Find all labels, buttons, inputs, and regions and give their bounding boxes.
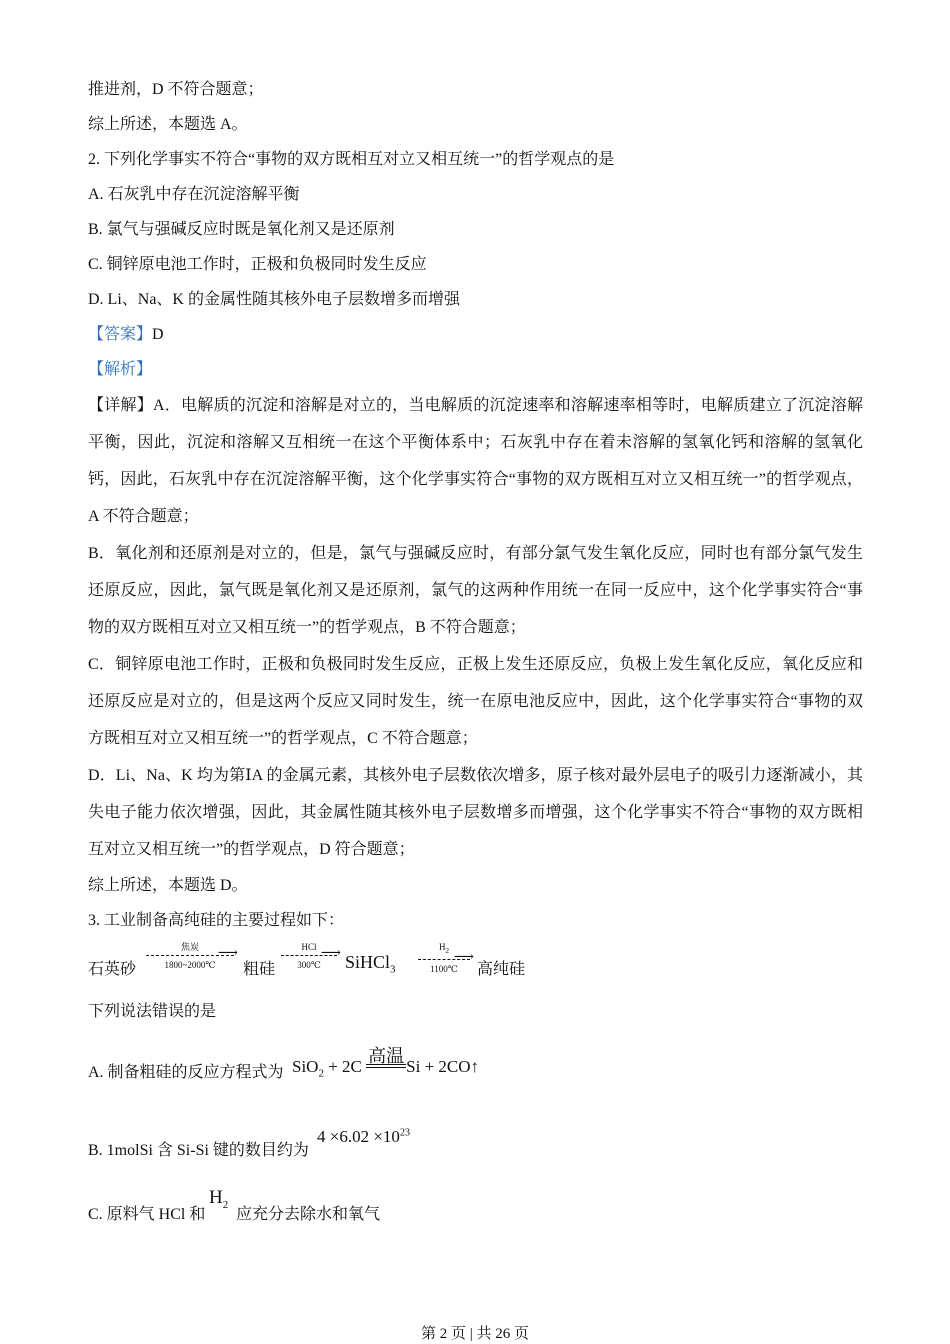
detail-tag: 【详解】: [88, 397, 153, 414]
reaction-condition: 高温: [368, 1046, 405, 1066]
detail-paragraph-d: D．Li、Na、K 均为第ⅠA 的金属元素，其核外电子层数依次增多，原子核对最外层电子的吸引力逐渐减小，其失电子能力依次增强，因此，其金属性随其核外电子层数增多而增强，这个化学事实不符合“事物的双方既相互对立又相互统一”的哲学观点，D 符合题意；: [88, 767, 863, 858]
detail-paragraph-a: [88, 387, 863, 535]
question-3-prompt: 下列说法错误的是: [88, 1003, 217, 1020]
question-3-option-a: [88, 1043, 863, 1085]
process-diagram: [88, 942, 863, 982]
question-3-option-c: [88, 1183, 863, 1223]
arrow-3-reagent: $H_2$: [439, 942, 449, 955]
arrow-3-condition: 1100℃: [430, 963, 458, 974]
question-2-option-b: B. 氯气与强碱反应时既是氧化剂又是还原剂: [88, 221, 395, 238]
arrow-2-reagent: HCl: [301, 942, 317, 952]
option-c-text-1: C. 原料气 HCl 和: [88, 1206, 206, 1223]
detail-paragraph-c: C．铜锌原电池工作时，正极和负极同时发生反应，正极上发生还原反应，负极上发生氧化反应，氧化反应和还原反应是对立的，但是这两个反应又同时发生，统一在原电池反应中，因此，这个化学事实符合“事物的双方既相互对立又相互统一”的哲学观点，C 不符合题意；: [88, 656, 863, 747]
process-arrow-2: [281, 942, 337, 971]
answer-tag: 【答案】: [88, 326, 153, 343]
detail-paragraph-b: B．氧化剂和还原剂是对立的，但是，氯气与强碱反应时，有部分氯气发生氧化反应，同时也有部分氯气发生还原反应，因此，氯气既是氧化剂又是还原剂，氯气的这两种作用统一在同一反应中，这个化学事实符合“事物的双方既相互对立又相互统一”的哲学观点，B 不符合题意；: [88, 545, 863, 636]
question-2-option-c: C. 铜锌原电池工作时，正极和负极同时发生反应: [88, 256, 427, 273]
answer-value: D: [152, 326, 164, 343]
text-line: 综上所述，本题选 A。: [88, 116, 248, 133]
process-step-quartz-sand: 石英砂: [88, 961, 137, 978]
question-2-option-d: D. Li、Na、K 的金属性随其核外电子层数增多而增强: [88, 291, 460, 308]
arrow-1-condition: 1800~2000℃: [164, 960, 216, 970]
process-arrow-1: [146, 942, 234, 971]
detail-text-a: A．电解质的沉淀和溶解是对立的，当电解质的沉淀速率和溶解速率相等时，电解质建立了沉淀溶解平衡，因此，沉淀和溶解又互相统一在这个平衡体系中；石灰乳中存在着未溶解的氢氧化钙和溶解的氢氧化钙，因此，石灰乳中存在沉淀溶解平衡，这个化学事实符合“事物的双方既相互对立又相互统一”的哲学观点，A 不符合题意；: [88, 397, 863, 525]
summary-line: 综上所述，本题选 D。: [88, 877, 248, 894]
question-3-stem: 3. 工业制备高纯硅的主要过程如下：: [88, 912, 345, 929]
equation-b: $4 \times 6.02 \times 10^{23}$: [317, 1127, 410, 1146]
option-a-text: A. 制备粗硅的反应方程式为: [88, 1064, 284, 1081]
option-b-text: B. 1molSi 含 Si-Si 键的数目约为: [88, 1142, 309, 1159]
process-step-pure-silicon: 高纯硅: [477, 961, 526, 978]
equation-a: SiO$_2$ + 2C 高温 Si + 2CO↑: [292, 1046, 480, 1080]
arrow-1-reagent: 焦炭: [180, 942, 199, 952]
process-step-crude-silicon: 粗硅: [243, 961, 276, 978]
question-2-stem: 2. 下列化学事实不符合“事物的双方既相互对立又相互统一”的哲学观点的是: [88, 151, 615, 168]
page-content: [88, 72, 863, 1223]
process-arrow-3: [418, 942, 470, 975]
text-line: 推进剂，D 不符合题意；: [88, 81, 264, 98]
answer-line: [88, 317, 863, 352]
option-c-text-2: 应充分去除水和氧气: [236, 1206, 381, 1223]
process-step-sihcl3: SiHCl$_3$: [345, 952, 396, 976]
equation-c: $H_2$: [209, 1187, 229, 1211]
analysis-tag: 【解析】: [88, 361, 153, 378]
question-2-option-a: A. 石灰乳中存在沉淀溶解平衡: [88, 186, 300, 203]
question-3-option-b: [88, 1119, 863, 1159]
page-footer: 第 2 页 | 共 26 页: [420, 1326, 529, 1342]
arrow-2-condition: 300℃: [297, 960, 321, 970]
